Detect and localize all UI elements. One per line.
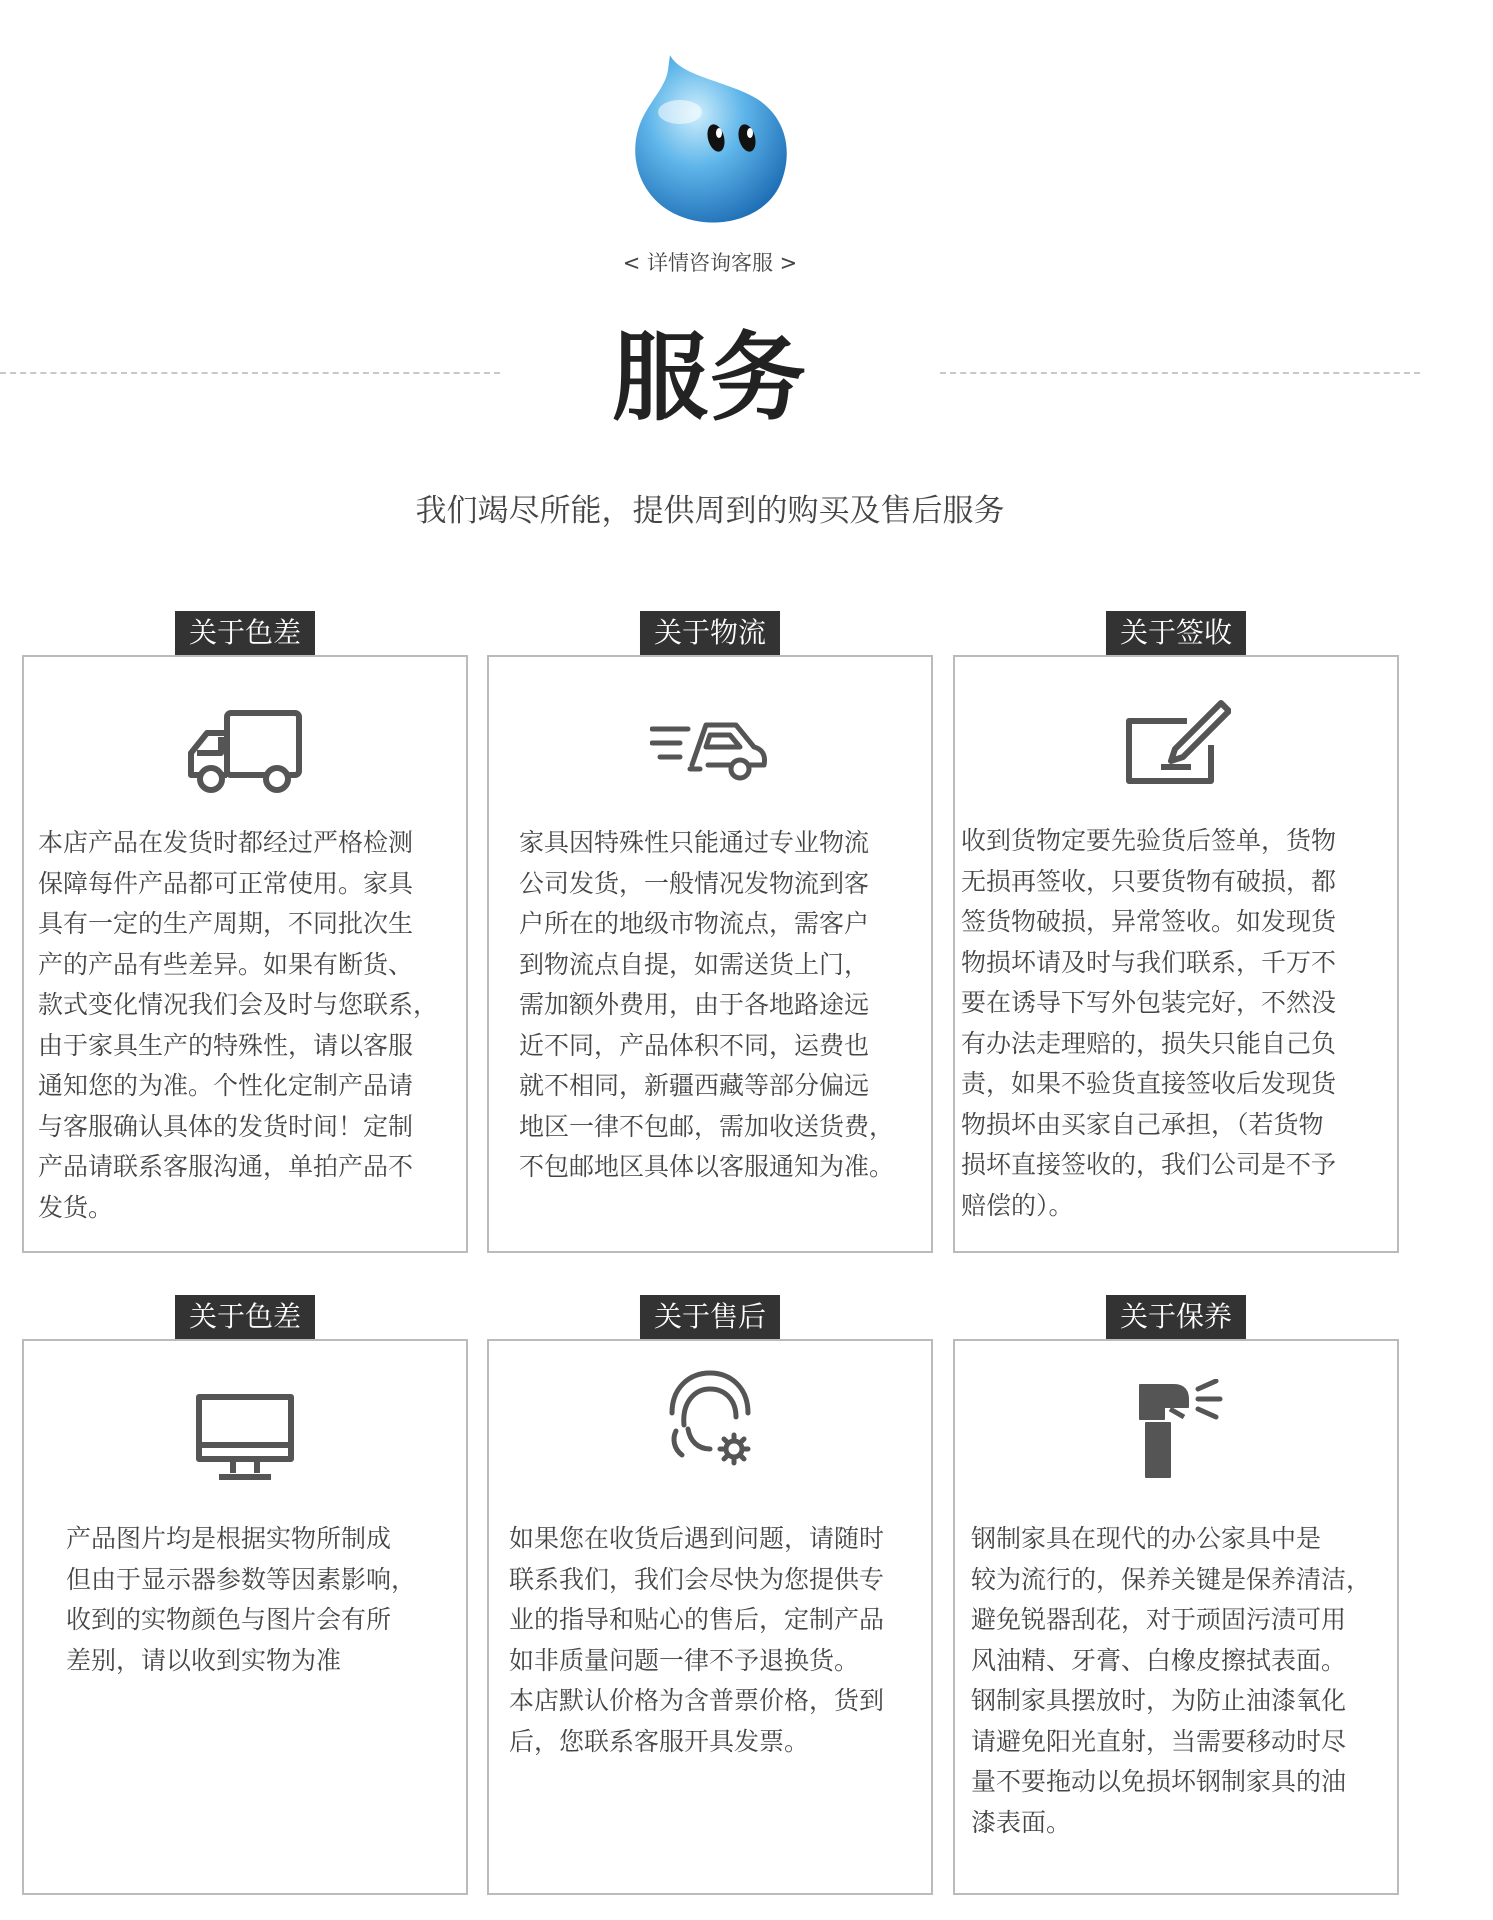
card-text: 钢制家具在现代的办公家具中是 较为流行的，保养关键是保养清洁， 避免锐器刮花，对于顽固污渍可用 风油精、牙膏、白橡皮擦拭表面。 钢制家具摆放时，为防止油漆氧化 请避免阳光直射，当需要移动时尽 量不要拖动以免损坏钢制家具的油 漆表面。 xyxy=(971,1524,1372,1837)
card-tag: 关于保养 xyxy=(1106,1295,1246,1339)
right-divider xyxy=(940,372,1420,374)
card-tag: 关于售后 xyxy=(640,1295,780,1339)
headset-service-icon xyxy=(660,1369,760,1469)
service-card-color-difference xyxy=(22,616,468,1253)
card-text: 本店产品在发货时都经过严格检测 保障每件产品都可正常使用。家具 具有一定的生产周期，不同批次生 产的产品有些差异。如果有断货、 款式变化情况我们会及时与您联系， 由于家具生产的特殊性，请以客服 通知您的为准。个性化定制产品请 与客服确认具体的发货时间！定制 产品请联系客服沟通，单拍产品不 发货。 xyxy=(38,828,439,1222)
card-text: 家具因特殊性只能通过专业物流 公司发货，一般情况发物流到客 户所在的地级市物流点，需客户 到物流点自提，如需送货上门， 需加额外费用，由于各地路途远 近不同，产品体积不同，运费也 就不相同，新疆西藏等部分偏远 地区一律不包邮，需加收送货费， 不包邮地区具体以客服通知为准。 xyxy=(519,828,895,1181)
card-tag: 关于色差 xyxy=(175,1295,315,1339)
customer-service-mascot-icon xyxy=(620,50,800,230)
sign-pen-icon xyxy=(1121,697,1231,787)
service-card-sign-for xyxy=(953,616,1399,1253)
card-tag: 关于物流 xyxy=(640,611,780,655)
card-tag: 关于签收 xyxy=(1106,611,1246,655)
consult-service-link[interactable]: < 详情咨询客服 > xyxy=(622,251,798,275)
truck-icon xyxy=(185,709,305,795)
monitor-icon xyxy=(195,1393,295,1483)
page-title: 服务 xyxy=(612,322,808,434)
service-card-maintenance xyxy=(953,1300,1399,1895)
spray-bottle-icon xyxy=(1126,1379,1226,1479)
card-text: 收到货物定要先验货后签单，货物 无损再签收，只要货物有破损，都 签货物破损，异常签收。如发现货 物损坏请及时与我们联系，千万不 要在诱导下写外包装完好，不然没 有办法走理赔的，损失只能自己负 责，如果不验货直接签收后发现货 物损坏由买家自己承担，（若货物 损坏直接签收的，我们公司是不予 赔偿的）。 xyxy=(961,826,1337,1220)
fast-delivery-car-icon xyxy=(650,719,770,789)
card-tag: 关于色差 xyxy=(175,611,315,655)
card-text: 如果您在收货后遇到问题，请随时 联系我们，我们会尽快为您提供专 业的指导和贴心的售后，定制产品 如非质量问题一律不予退换货。 本店默认价格为含普票价格，货到 后，您联系客服开具发票。 xyxy=(509,1524,885,1756)
card-text: 产品图片均是根据实物所制成 但由于显示器参数等因素影响， 收到的实物颜色与图片会有所 差别，请以收到实物为准 xyxy=(66,1524,417,1675)
page-subtitle: 我们竭尽所能，提供周到的购买及售后服务 xyxy=(415,493,1005,529)
service-card-logistics xyxy=(487,616,933,1253)
service-card-color-difference-2 xyxy=(22,1300,468,1895)
service-card-after-sales xyxy=(487,1300,933,1895)
